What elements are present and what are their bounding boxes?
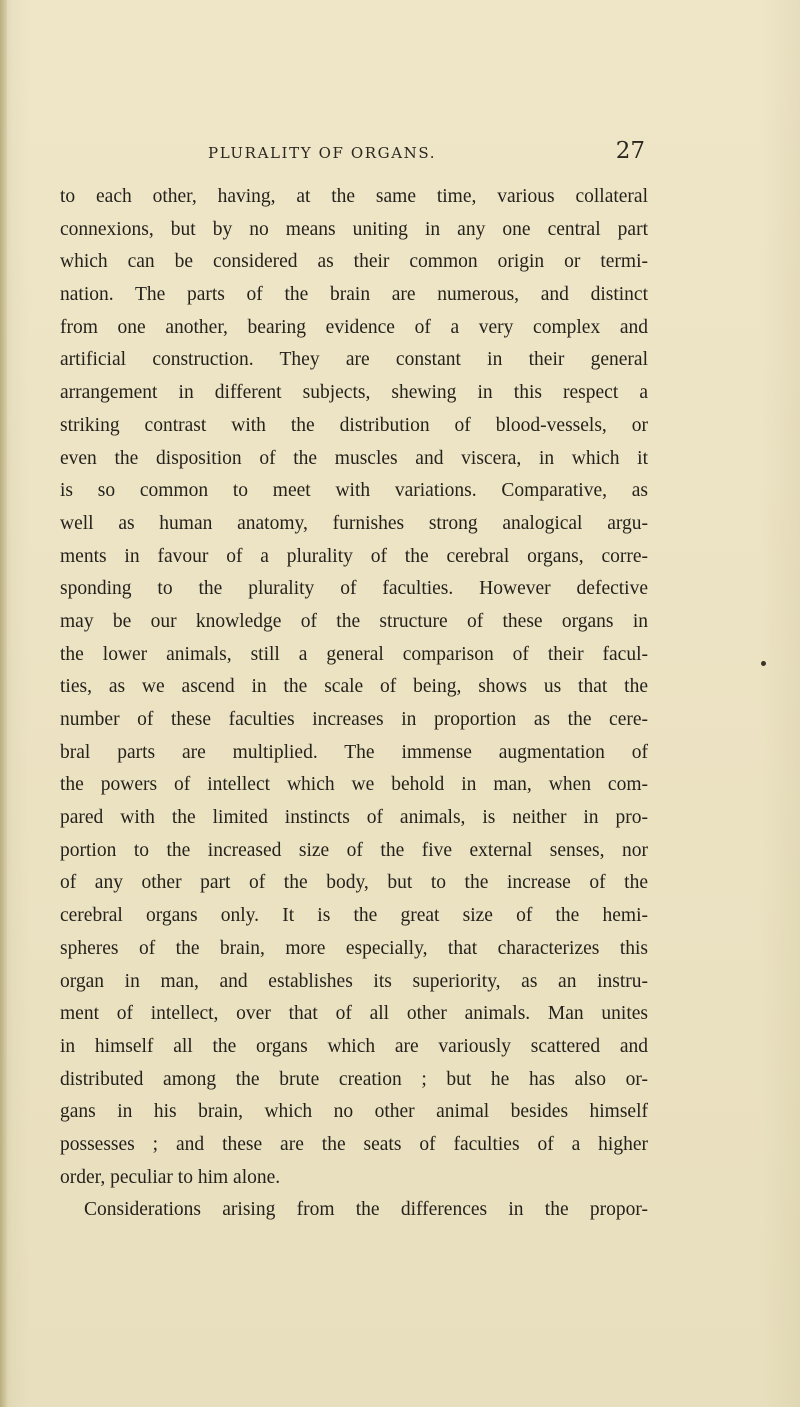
text-line: connexions, but by no means uniting in any one central part bbox=[60, 218, 648, 240]
text-line: possesses ; and these are the seats of faculties of a higher bbox=[60, 1133, 648, 1155]
text-line: which can be considered as their common origin or termi- bbox=[60, 251, 648, 273]
text-line: in himself all the organs which are variously scattered and bbox=[60, 1035, 648, 1057]
text-line: number of these faculties increases in proportion as the cere- bbox=[60, 709, 648, 730]
paragraph-end-line: order, peculiar to him alone. bbox=[60, 1166, 281, 1188]
paragraph-start-line: Considerations arising from the differences in the propor- bbox=[84, 1199, 648, 1221]
text-line: organ in man, and establishes its superiority, as an instru- bbox=[60, 970, 648, 992]
ink-speck bbox=[761, 661, 766, 666]
text-line: is so common to meet with variations. Comparative, as bbox=[60, 480, 648, 502]
text-line: distributed among the brute creation ; but he has also or- bbox=[60, 1068, 648, 1090]
text-line: cerebral organs only. It is the great size of the hemi- bbox=[60, 905, 648, 927]
text-line: striking contrast with the distribution of blood-vessels, or bbox=[60, 414, 648, 436]
text-line: even the disposition of the muscles and viscera, in which it bbox=[60, 447, 648, 469]
text-line: ties, as we ascend in the scale of being, shows us that the bbox=[60, 676, 648, 698]
running-title: PLURALITY OF ORGANS. bbox=[208, 144, 437, 162]
running-head bbox=[60, 138, 645, 168]
text-line: may be our knowledge of the structure of these organs in bbox=[60, 610, 648, 632]
text-line: of any other part of the body, but to the increase of the bbox=[60, 872, 648, 894]
text-line: well as human anatomy, furnishes strong analogical argu- bbox=[60, 512, 648, 534]
text-line: bral parts are multiplied. The immense augmentation of bbox=[60, 741, 648, 763]
text-line: spheres of the brain, more especially, that characterizes this bbox=[60, 937, 648, 959]
text-line: gans in his brain, which no other animal besides himself bbox=[60, 1101, 648, 1123]
text-line: nation. The parts of the brain are numerous, and distinct bbox=[60, 284, 648, 306]
text-line: from one another, bearing evidence of a very complex and bbox=[60, 316, 648, 338]
page-number: 27 bbox=[615, 138, 645, 164]
text-line: portion to the increased size of the five external senses, nor bbox=[60, 839, 648, 861]
text-line: the powers of intellect which we behold in man, when com- bbox=[60, 774, 648, 796]
text-line: arrangement in different subjects, shewing in this respect a bbox=[60, 382, 648, 404]
text-line: the lower animals, still a general comparison of their facul- bbox=[60, 643, 648, 665]
text-line: ments in favour of a plurality of the cerebral organs, corre- bbox=[60, 545, 648, 567]
body-text bbox=[60, 181, 648, 1227]
text-line: pared with the limited instincts of animals, is neither in pro- bbox=[60, 807, 648, 829]
text-line: artificial construction. They are constant in their general bbox=[60, 349, 648, 371]
page-gutter-shadow bbox=[0, 0, 7, 1407]
text-line: to each other, having, at the same time, various collateral bbox=[60, 186, 648, 207]
text-line: ment of intellect, over that of all other animals. Man unites bbox=[60, 1003, 648, 1025]
text-line: sponding to the plurality of faculties. However defective bbox=[60, 578, 648, 600]
